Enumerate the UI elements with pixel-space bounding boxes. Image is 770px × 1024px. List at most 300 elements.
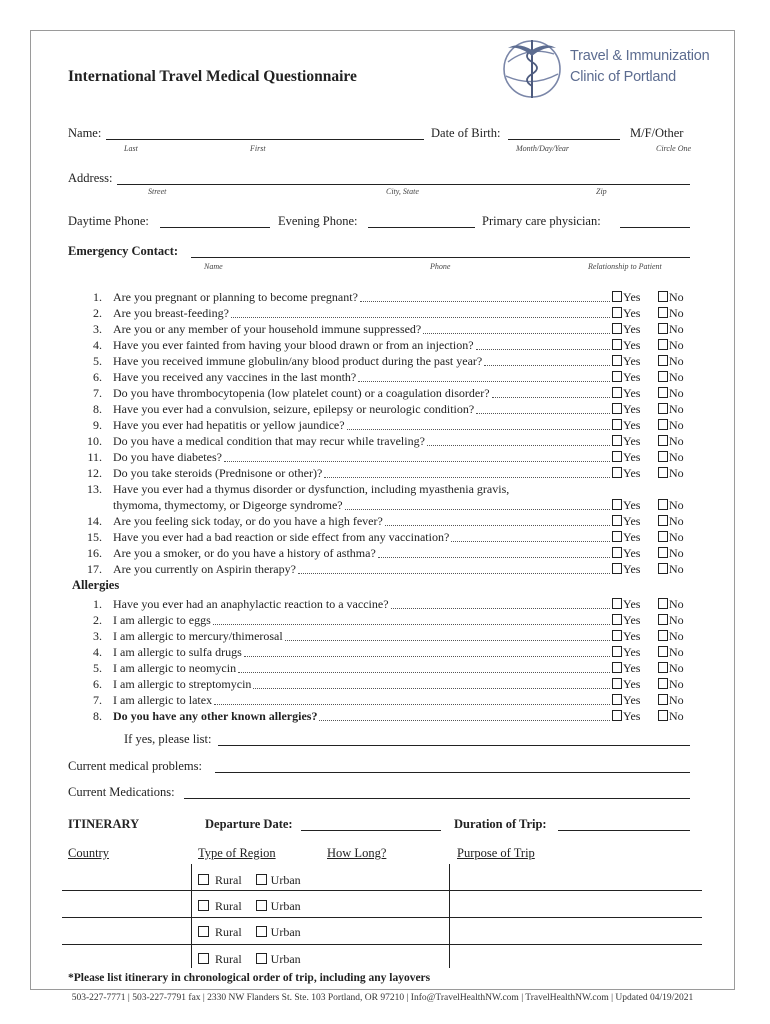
checkbox-icon bbox=[658, 387, 668, 398]
yes-checkbox[interactable] bbox=[612, 693, 640, 708]
no-checkbox[interactable] bbox=[658, 645, 684, 660]
yes-checkbox[interactable] bbox=[612, 709, 640, 724]
yes-label: Yes bbox=[623, 562, 641, 576]
no-label: No bbox=[669, 386, 684, 400]
checkbox-icon bbox=[658, 323, 668, 334]
rural-label: Rural bbox=[215, 899, 242, 913]
checkbox-icon bbox=[658, 662, 668, 673]
emergency-contact-label: Emergency Contact: bbox=[68, 244, 179, 258]
question-number: 2. bbox=[93, 306, 102, 320]
emergency-phone-sub: Phone bbox=[430, 262, 451, 271]
name-label: Name: bbox=[68, 126, 102, 140]
yes-label: Yes bbox=[623, 402, 641, 416]
no-label: No bbox=[669, 562, 684, 576]
checkbox-icon bbox=[658, 419, 668, 430]
no-checkbox[interactable] bbox=[658, 613, 684, 628]
checkbox-icon bbox=[612, 547, 622, 558]
question-text: Have you ever had a thymus disorder or dysfunction, including myasthenia gravis, bbox=[113, 482, 510, 496]
answer-leader bbox=[451, 541, 610, 542]
question-text: I am allergic to neomycin bbox=[113, 661, 237, 675]
answer-leader bbox=[298, 573, 610, 574]
yes-label: Yes bbox=[623, 306, 641, 320]
question-text: I am allergic to latex bbox=[113, 693, 213, 707]
checkbox-icon bbox=[658, 515, 668, 526]
name-field[interactable] bbox=[106, 139, 424, 140]
answer-leader bbox=[324, 477, 610, 478]
rural-checkbox[interactable] bbox=[198, 873, 242, 887]
logo-line-1: Travel & Immunization bbox=[570, 48, 710, 64]
question-row bbox=[68, 386, 698, 402]
logo-line-2: Clinic of Portland bbox=[570, 69, 677, 85]
question-row bbox=[68, 530, 698, 546]
address-label: Address: bbox=[68, 171, 113, 185]
yes-checkbox[interactable] bbox=[612, 434, 640, 449]
checkbox-icon bbox=[658, 614, 668, 625]
col-purpose: Purpose of Trip bbox=[457, 846, 535, 860]
no-checkbox[interactable] bbox=[658, 338, 684, 353]
table-divider bbox=[191, 864, 192, 968]
checkbox-icon bbox=[612, 614, 622, 625]
no-checkbox[interactable] bbox=[658, 354, 684, 369]
question-number: 5. bbox=[93, 354, 102, 368]
yes-checkbox[interactable] bbox=[612, 546, 640, 561]
checkbox-icon bbox=[612, 646, 622, 657]
checkbox-icon bbox=[658, 630, 668, 641]
yes-label: Yes bbox=[623, 629, 641, 643]
question-number: 6. bbox=[93, 370, 102, 384]
checkbox-icon bbox=[198, 926, 209, 937]
checkbox-icon bbox=[256, 953, 267, 964]
yes-label: Yes bbox=[623, 498, 641, 512]
yes-label: Yes bbox=[623, 418, 641, 432]
question-row bbox=[68, 370, 698, 386]
daytime-phone-label: Daytime Phone: bbox=[68, 214, 149, 228]
address-field[interactable] bbox=[117, 184, 690, 185]
no-checkbox[interactable] bbox=[658, 290, 684, 305]
yes-checkbox[interactable] bbox=[612, 530, 640, 545]
no-checkbox[interactable] bbox=[658, 693, 684, 708]
no-checkbox[interactable] bbox=[658, 498, 684, 513]
checkbox-icon bbox=[612, 419, 622, 430]
checkbox-icon bbox=[612, 451, 622, 462]
no-label: No bbox=[669, 530, 684, 544]
rural-label: Rural bbox=[215, 952, 242, 966]
checkbox-icon bbox=[658, 291, 668, 302]
question-text: Are you feeling sick today, or do you have a high fever? bbox=[113, 514, 383, 528]
question-number: 17. bbox=[87, 562, 102, 576]
yes-checkbox[interactable] bbox=[612, 629, 640, 644]
yes-label: Yes bbox=[623, 338, 641, 352]
answer-leader bbox=[427, 445, 610, 446]
question-number: 7. bbox=[93, 386, 102, 400]
question-text: Do you have a medical condition that may recur while traveling? bbox=[113, 434, 425, 448]
duration-label: Duration of Trip: bbox=[454, 817, 547, 831]
yes-label: Yes bbox=[623, 434, 641, 448]
question-text: Have you received immune globulin/any blood product during the past year? bbox=[113, 354, 483, 368]
checkbox-icon bbox=[658, 467, 668, 478]
no-label: No bbox=[669, 613, 684, 627]
question-row bbox=[68, 290, 698, 306]
answer-leader bbox=[347, 429, 610, 430]
no-label: No bbox=[669, 418, 684, 432]
answer-leader bbox=[285, 640, 610, 641]
footer-rule bbox=[30, 989, 735, 990]
question-text: Are you pregnant or planning to become pregnant? bbox=[113, 290, 358, 304]
checkbox-icon bbox=[658, 355, 668, 366]
question-row bbox=[68, 661, 698, 677]
checkbox-icon bbox=[658, 694, 668, 705]
question-number: 16. bbox=[87, 546, 102, 560]
checkbox-icon bbox=[612, 339, 622, 350]
no-label: No bbox=[669, 338, 684, 352]
answer-leader bbox=[244, 656, 610, 657]
question-text: Have you ever had hepatitis or yellow jaundice? bbox=[113, 418, 345, 432]
checkbox-icon bbox=[612, 403, 622, 414]
question-text: I am allergic to streptomycin bbox=[113, 677, 252, 691]
form-title: International Travel Medical Questionnaire bbox=[68, 68, 357, 85]
evening-phone-label: Evening Phone: bbox=[278, 214, 358, 228]
answer-leader bbox=[492, 397, 610, 398]
current-problems-field[interactable] bbox=[215, 772, 690, 773]
question-number: 3. bbox=[93, 322, 102, 336]
yes-label: Yes bbox=[623, 466, 641, 480]
question-number: 12. bbox=[87, 466, 102, 480]
zip-sub: Zip bbox=[596, 187, 607, 196]
dob-label: Date of Birth: bbox=[431, 126, 501, 140]
yes-checkbox[interactable] bbox=[612, 418, 640, 433]
no-checkbox[interactable] bbox=[658, 402, 684, 417]
answer-leader bbox=[360, 301, 610, 302]
rural-label: Rural bbox=[215, 925, 242, 939]
yes-checkbox[interactable] bbox=[612, 370, 640, 385]
checkbox-icon bbox=[612, 630, 622, 641]
yes-checkbox[interactable] bbox=[612, 562, 640, 577]
emergency-name-sub: Name bbox=[204, 262, 223, 271]
question-text: Are you breast-feeding? bbox=[113, 306, 229, 320]
question-number: 13. bbox=[87, 482, 102, 496]
question-text: Do you have diabetes? bbox=[113, 450, 222, 464]
question-text: Are you a smoker, or do you have a history of asthma? bbox=[113, 546, 376, 560]
yes-checkbox[interactable] bbox=[612, 450, 640, 465]
no-label: No bbox=[669, 306, 684, 320]
itinerary-heading: ITINERARY bbox=[68, 817, 140, 831]
question-row bbox=[68, 306, 698, 322]
urban-label: Urban bbox=[270, 952, 301, 966]
urban-label: Urban bbox=[270, 873, 301, 887]
no-label: No bbox=[669, 290, 684, 304]
question-row bbox=[68, 466, 698, 482]
no-label: No bbox=[669, 597, 684, 611]
urban-checkbox[interactable] bbox=[256, 952, 301, 966]
question-text: Have you ever fainted from having your blood drawn or from an injection? bbox=[113, 338, 474, 352]
answer-leader bbox=[214, 704, 610, 705]
departure-date-label: Departure Date: bbox=[205, 817, 293, 831]
checkbox-icon bbox=[658, 339, 668, 350]
rural-checkbox[interactable] bbox=[198, 899, 242, 913]
no-label: No bbox=[669, 709, 684, 723]
no-checkbox[interactable] bbox=[658, 597, 684, 612]
checkbox-icon bbox=[658, 371, 668, 382]
emergency-contact-field[interactable] bbox=[191, 257, 690, 258]
yes-checkbox[interactable] bbox=[612, 322, 640, 337]
urban-checkbox[interactable] bbox=[256, 873, 301, 887]
yes-checkbox[interactable] bbox=[612, 661, 640, 676]
no-label: No bbox=[669, 693, 684, 707]
no-checkbox[interactable] bbox=[658, 370, 684, 385]
checkbox-icon bbox=[612, 662, 622, 673]
table-rule bbox=[62, 890, 702, 891]
table-rule bbox=[62, 944, 702, 945]
checkbox-icon bbox=[612, 678, 622, 689]
checkbox-icon bbox=[612, 323, 622, 334]
region-choice bbox=[198, 952, 301, 967]
checkbox-icon bbox=[612, 694, 622, 705]
itinerary-note: *Please list itinerary in chronological order of trip, including any layovers bbox=[68, 972, 431, 984]
col-how-long: How Long? bbox=[327, 846, 387, 860]
question-number: 1. bbox=[93, 290, 102, 304]
question-row bbox=[68, 338, 698, 354]
duration-field[interactable] bbox=[558, 830, 690, 831]
yes-label: Yes bbox=[623, 370, 641, 384]
no-checkbox[interactable] bbox=[658, 677, 684, 692]
checkbox-icon bbox=[612, 531, 622, 542]
yes-checkbox[interactable] bbox=[612, 306, 640, 321]
current-medications-label: Current Medications: bbox=[68, 785, 175, 799]
answer-leader bbox=[378, 557, 610, 558]
sex-label[interactable]: M/F/Other bbox=[630, 126, 684, 140]
no-checkbox[interactable] bbox=[658, 709, 684, 724]
no-checkbox[interactable] bbox=[658, 530, 684, 545]
answer-leader bbox=[385, 525, 610, 526]
question-text: I am allergic to sulfa drugs bbox=[113, 645, 242, 659]
question-text: Are you or any member of your household immune suppressed? bbox=[113, 322, 422, 336]
question-number: 1. bbox=[93, 597, 102, 611]
checkbox-icon bbox=[612, 563, 622, 574]
daytime-phone-field[interactable] bbox=[160, 227, 270, 228]
checkbox-icon bbox=[658, 547, 668, 558]
checkbox-icon bbox=[198, 900, 209, 911]
checkbox-icon bbox=[612, 387, 622, 398]
if-yes-field[interactable] bbox=[218, 745, 690, 746]
checkbox-icon bbox=[612, 467, 622, 478]
urban-checkbox[interactable] bbox=[256, 925, 301, 939]
no-checkbox[interactable] bbox=[658, 514, 684, 529]
question-text: Do you take steroids (Prednisone or other)? bbox=[113, 466, 323, 480]
answer-leader bbox=[476, 349, 610, 350]
question-row bbox=[68, 418, 698, 434]
checkbox-icon bbox=[658, 531, 668, 542]
answer-leader bbox=[484, 365, 610, 366]
question-text: Do you have thrombocytopenia (low platelet count) or a coagulation disorder? bbox=[113, 386, 490, 400]
question-text: I am allergic to mercury/thimerosal bbox=[113, 629, 283, 643]
street-sub: Street bbox=[148, 187, 167, 196]
checkbox-icon bbox=[658, 678, 668, 689]
yes-label: Yes bbox=[623, 613, 641, 627]
question-row bbox=[68, 402, 698, 418]
no-checkbox[interactable] bbox=[658, 629, 684, 644]
question-number: 6. bbox=[93, 677, 102, 691]
question-number: 9. bbox=[93, 418, 102, 432]
no-label: No bbox=[669, 546, 684, 560]
dob-sub: Month/Day/Year bbox=[516, 144, 570, 153]
checkbox-icon bbox=[198, 953, 209, 964]
yes-checkbox[interactable] bbox=[612, 597, 640, 612]
evening-phone-field[interactable] bbox=[368, 227, 475, 228]
if-yes-label: If yes, please list: bbox=[124, 732, 212, 746]
question-row bbox=[68, 546, 698, 562]
question-row bbox=[68, 709, 698, 725]
checkbox-icon bbox=[612, 355, 622, 366]
yes-label: Yes bbox=[623, 677, 641, 691]
table-rule bbox=[62, 917, 702, 918]
yes-checkbox[interactable] bbox=[612, 290, 640, 305]
footer-contact: 503-227-7771 | 503-227-7791 fax | 2330 NW Flanders St. Ste. 103 Portland, OR 97210 | Info@TravelHealthNW.com | TravelHealthNW.com | Updated 04/19/2021 bbox=[71, 993, 694, 1003]
no-checkbox[interactable] bbox=[658, 661, 684, 676]
primary-care-label: Primary care physician: bbox=[482, 214, 601, 228]
question-number: 15. bbox=[87, 530, 102, 544]
checkbox-icon bbox=[658, 451, 668, 462]
question-text: Are you currently on Aspirin therapy? bbox=[113, 562, 296, 576]
rural-checkbox[interactable] bbox=[198, 925, 242, 939]
question-row bbox=[68, 450, 698, 466]
answer-leader bbox=[213, 624, 610, 625]
yes-checkbox[interactable] bbox=[612, 354, 640, 369]
yes-checkbox[interactable] bbox=[612, 514, 640, 529]
answer-leader bbox=[319, 720, 610, 721]
checkbox-icon bbox=[612, 499, 622, 510]
yes-label: Yes bbox=[623, 661, 641, 675]
checkbox-icon bbox=[658, 435, 668, 446]
no-checkbox[interactable] bbox=[658, 306, 684, 321]
yes-label: Yes bbox=[623, 530, 641, 544]
yes-label: Yes bbox=[623, 546, 641, 560]
caduceus-globe-icon bbox=[498, 36, 562, 102]
question-text-line-2: thymoma, thymectomy, or Digeorge syndrome? bbox=[113, 498, 343, 512]
yes-label: Yes bbox=[623, 290, 641, 304]
allergies-heading: Allergies bbox=[72, 578, 120, 592]
no-checkbox[interactable] bbox=[658, 386, 684, 401]
yes-label: Yes bbox=[623, 386, 641, 400]
question-number: 10. bbox=[87, 434, 102, 448]
no-checkbox[interactable] bbox=[658, 418, 684, 433]
answer-leader bbox=[476, 413, 610, 414]
question-row bbox=[68, 629, 698, 645]
no-label: No bbox=[669, 450, 684, 464]
no-label: No bbox=[669, 661, 684, 675]
no-label: No bbox=[669, 514, 684, 528]
question-number: 5. bbox=[93, 661, 102, 675]
checkbox-icon bbox=[658, 499, 668, 510]
no-checkbox[interactable] bbox=[658, 434, 684, 449]
yes-label: Yes bbox=[623, 693, 641, 707]
question-row bbox=[68, 434, 698, 450]
question-row bbox=[68, 613, 698, 629]
question-row bbox=[68, 677, 698, 693]
answer-leader bbox=[391, 608, 610, 609]
last-name-sub: Last bbox=[124, 144, 138, 153]
region-choice bbox=[198, 899, 301, 914]
question-text: Have you ever had a convulsion, seizure, epilepsy or neurologic condition? bbox=[113, 402, 475, 416]
no-label: No bbox=[669, 322, 684, 336]
question-number: 3. bbox=[93, 629, 102, 643]
answer-leader bbox=[358, 381, 610, 382]
no-label: No bbox=[669, 402, 684, 416]
current-problems-label: Current medical problems: bbox=[68, 759, 202, 773]
question-number: 8. bbox=[93, 402, 102, 416]
checkbox-icon bbox=[658, 563, 668, 574]
checkbox-icon bbox=[658, 307, 668, 318]
no-label: No bbox=[669, 354, 684, 368]
sex-sub: Circle One bbox=[656, 144, 692, 153]
question-number: 8. bbox=[93, 709, 102, 723]
yes-label: Yes bbox=[623, 450, 641, 464]
table-divider bbox=[449, 864, 450, 968]
emergency-relationship-sub: Relationship to Patient bbox=[588, 262, 662, 271]
answer-leader bbox=[231, 317, 610, 318]
yes-checkbox[interactable] bbox=[612, 613, 640, 628]
checkbox-icon bbox=[198, 874, 209, 885]
checkbox-icon bbox=[658, 598, 668, 609]
yes-checkbox[interactable] bbox=[612, 386, 640, 401]
yes-label: Yes bbox=[623, 597, 641, 611]
yes-checkbox[interactable] bbox=[612, 338, 640, 353]
no-checkbox[interactable] bbox=[658, 466, 684, 481]
checkbox-icon bbox=[658, 710, 668, 721]
yes-checkbox[interactable] bbox=[612, 677, 640, 692]
checkbox-icon bbox=[612, 307, 622, 318]
urban-label: Urban bbox=[270, 925, 301, 939]
checkbox-icon bbox=[612, 515, 622, 526]
checkbox-icon bbox=[612, 598, 622, 609]
question-text: Have you ever had an anaphylactic reaction to a vaccine? bbox=[113, 597, 389, 611]
no-checkbox[interactable] bbox=[658, 450, 684, 465]
question-number: 4. bbox=[93, 645, 102, 659]
urban-label: Urban bbox=[270, 899, 301, 913]
no-checkbox[interactable] bbox=[658, 546, 684, 561]
rural-checkbox[interactable] bbox=[198, 952, 242, 966]
yes-checkbox[interactable] bbox=[612, 498, 640, 513]
answer-leader bbox=[423, 333, 610, 334]
question-number: 11. bbox=[87, 450, 102, 464]
question-row bbox=[68, 562, 698, 578]
checkbox-icon bbox=[612, 291, 622, 302]
dob-field[interactable] bbox=[508, 139, 620, 140]
clinic-logo bbox=[498, 36, 723, 102]
departure-date-field[interactable] bbox=[301, 830, 441, 831]
yes-label: Yes bbox=[623, 354, 641, 368]
urban-checkbox[interactable] bbox=[256, 899, 301, 913]
current-medications-field[interactable] bbox=[184, 798, 690, 799]
question-row bbox=[68, 597, 698, 613]
answer-leader bbox=[253, 688, 610, 689]
question-text: Have you ever had a bad reaction or side effect from any vaccination? bbox=[113, 530, 450, 544]
question-text: Do you have any other known allergies? bbox=[113, 709, 318, 723]
region-choice bbox=[198, 873, 301, 888]
no-checkbox[interactable] bbox=[658, 562, 684, 577]
col-country: Country bbox=[68, 846, 109, 860]
primary-care-field[interactable] bbox=[620, 227, 690, 228]
answer-leader bbox=[345, 509, 610, 510]
no-label: No bbox=[669, 498, 684, 512]
no-checkbox[interactable] bbox=[658, 322, 684, 337]
checkbox-icon bbox=[256, 874, 267, 885]
yes-checkbox[interactable] bbox=[612, 466, 640, 481]
yes-checkbox[interactable] bbox=[612, 645, 640, 660]
checkbox-icon bbox=[612, 710, 622, 721]
yes-checkbox[interactable] bbox=[612, 402, 640, 417]
no-label: No bbox=[669, 434, 684, 448]
answer-leader bbox=[224, 461, 610, 462]
